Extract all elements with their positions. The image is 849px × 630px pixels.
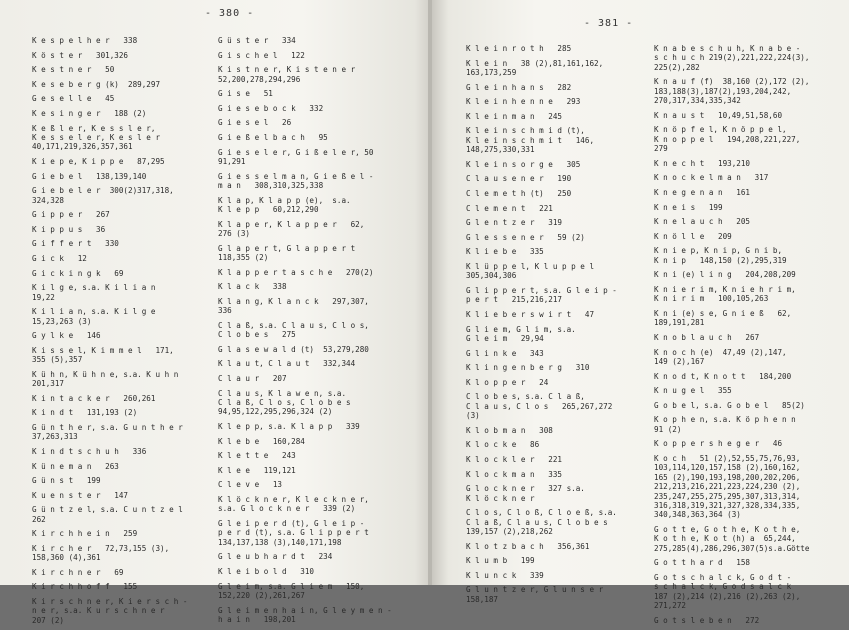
index-entry: G i e b e l e r 300(2)317,318, 324,328 bbox=[32, 186, 174, 205]
index-entry: K e s p e l h e r 338 bbox=[32, 36, 138, 45]
index-entry: K l ü p p e l, K l u p p e l 305,304,306 bbox=[466, 261, 595, 281]
index-entry: K ö s t e r 301,326 bbox=[32, 50, 129, 60]
index-entry: C l o b e s, s.a. C l a ß, C l a u s, C l o s 265,267,272 (3) bbox=[466, 392, 613, 421]
index-entry: G l i e m, G l i m, s.a. G l e i m 29,94 bbox=[466, 324, 576, 343]
index-entry: G i s c h e l 122 bbox=[218, 50, 305, 60]
index-entry: C l o s, C l o ß, C l o e ß, s.a. C l a ß, C l a u s, C l o b e s 139,157 (2),218,262 bbox=[466, 508, 617, 536]
index-entry: K e ß l e r, K e s s l e r, K e s s e l e r, K e s l e r 40,171,219,326,357,361 bbox=[32, 123, 161, 152]
index-entry: K o c h 51 (2),52,55,75,76,93, 103,114,120,157,158 (2),160,162, 165 (2),190,193,198,200,202,206, 212,213,216,221,223,224,230 (2), 235,247,255,275,295,307,313,314, 316,318,319,321,327,328,334,335, 340,348,363,364 (3) bbox=[654, 453, 801, 520]
index-entry: K l i e b e 335 bbox=[466, 247, 544, 257]
index-entry: K i l g e, s.a. K i l i a n 19,22 bbox=[32, 283, 156, 302]
index-entry: G ü n t z e l, s.a. C u n t z e l 262 bbox=[32, 505, 183, 524]
index-entry: C l e v e 13 bbox=[218, 480, 283, 490]
index-entry: C l a ß, s.a. C l a u s, C l o s, C l o b e s 275 bbox=[218, 320, 369, 340]
index-entry: K i n d t 131,193 (2) bbox=[32, 408, 138, 418]
index-entry: K n u g e l 355 bbox=[654, 386, 732, 396]
index-entry: K n a b e s c h u h, K n a b e - s c h u c h 219(2),221,222,224(3), 225(2),282 bbox=[654, 44, 810, 72]
index-entry: K i r c h h o f f 155 bbox=[32, 582, 138, 592]
index-entry: K l e i n s c h m i d (t), K l e i n s c h m i t 146, 148,275,330,331 bbox=[466, 126, 595, 155]
index-entry: K n ö p f e l, K n ö p p e l, K n o p p e l 194,208,221,227, 279 bbox=[654, 125, 801, 154]
index-column bbox=[466, 44, 651, 609]
index-entry: K n o d t, K n o t t 184,200 bbox=[654, 371, 792, 381]
index-entry: C l e m e n t 221 bbox=[466, 203, 553, 213]
index-entry: G l a s e w a l d (t) 53,279,280 bbox=[218, 344, 369, 354]
index-entry: K o p p e r s h e g e r 46 bbox=[654, 439, 783, 449]
index-entry: G i e ß e l b a c h 95 bbox=[218, 132, 328, 142]
index-entry: K i r c h n e r 69 bbox=[32, 567, 124, 577]
index-entry: G o t t e, G o t h e, K o t h e, K o t h e, K o t (h) a 65,244, 275,285(4),286,296,307(5)s.a.Götte bbox=[654, 524, 810, 553]
index-entry: K l o p p e r 24 bbox=[466, 377, 549, 387]
index-entry: K n e g e n a n 161 bbox=[654, 188, 751, 197]
index-entry: K e s e b e r g (k) 289,297 bbox=[32, 79, 161, 89]
index-entry: K l a p p e r t a s c h e 270(2) bbox=[218, 267, 374, 277]
index-entry: C l a u s, K l a w e n, s.a. C l a ß, C l o s, C l o b e s 94,95,122,295,296,324 (2) bbox=[218, 388, 351, 417]
index-entry: G ü n t h e r, s.a. G u n t h e r 37,263,313 bbox=[32, 422, 183, 442]
index-entry: K n o c k e l m a n 317 bbox=[654, 173, 769, 183]
index-entry: G i c k 12 bbox=[32, 253, 87, 263]
index-entry: K l e b e 160,284 bbox=[218, 436, 305, 446]
index-entry: G i e b e l 138,139,140 bbox=[32, 171, 147, 181]
index-entry: K n a u f (f) 38,160 (2),172 (2), 183,188(3),187(2),193,204,242, 270,317,334,335,342 bbox=[654, 77, 810, 106]
index-entry: G i p p e r 267 bbox=[32, 210, 110, 220]
index-entry: G l e s s e n e r 59 (2) bbox=[466, 232, 585, 242]
page-number: - 381 - bbox=[584, 18, 634, 29]
index-entry: K l e i n r o t h 285 bbox=[466, 44, 572, 53]
index-entry: K e s t n e r 50 bbox=[32, 65, 115, 75]
index-entry: K i n t a c k e r 260,261 bbox=[32, 393, 156, 403]
index-column bbox=[218, 36, 418, 630]
index-entry: G e s e l l e 45 bbox=[32, 94, 115, 104]
index-entry: K i r s c h n e r, K i e r s c h - n e r, s.a. K u r s c h n e r 207 (2) bbox=[32, 597, 188, 625]
index-entry: G l a p e r t, G l a p p e r t 118,355 (2) bbox=[218, 243, 356, 262]
index-entry: G l e i m, s.a. G l i e m 150, 152,220 (2),261,267 bbox=[218, 581, 365, 600]
index-entry: G l e i n h a n s 282 bbox=[466, 82, 572, 92]
index-entry: K l ö c k n e r, K l e c k n e r, s.a. G l o c k n e r 339 (2) bbox=[218, 494, 369, 514]
index-entry: C l a u s e n e r 190 bbox=[466, 174, 572, 184]
index-entry: K l o c k l e r 221 bbox=[466, 454, 563, 464]
index-entry: K l e i n m a n 245 bbox=[466, 111, 563, 121]
index-entry: K i e p e, K i p p e 87,295 bbox=[32, 156, 165, 166]
index-entry: K n o b l a u c h 267 bbox=[654, 332, 760, 342]
index-entry: G i e s e b o c k 332 bbox=[218, 103, 324, 113]
index-entry: K u e n s t e r 147 bbox=[32, 490, 129, 500]
index-entry: K n e c h t 193,210 bbox=[654, 158, 751, 168]
index-entry: G l e i m e n h a i n, G l e y m e n - h a i n 198,201 bbox=[218, 605, 392, 624]
index-entry: K n o c h (e) 47,49 (2),147, 149 (2),167 bbox=[654, 347, 787, 366]
index-entry: K n ö l l e 209 bbox=[654, 231, 732, 241]
index-entry: K l a p, K l a p p (e), s.a. K l e p p 60,212,290 bbox=[218, 195, 351, 214]
index-entry: K n i (e) l i n g 204,208,209 bbox=[654, 270, 796, 280]
index-entry: G ü n s t 199 bbox=[32, 476, 101, 486]
index-entry: K i s t n e r, K i s t e n e r 52,200,278,294,296 bbox=[218, 65, 356, 84]
index-entry: K n i e r i m, K n i e h r i m, K n i r i m 100,105,263 bbox=[654, 284, 796, 304]
index-entry: K ü h n, K ü h n e, s.a. K u h n 201,317 bbox=[32, 369, 179, 389]
index-entry: G ü s t e r 334 bbox=[218, 36, 296, 45]
index-entry: K l i n g e n b e r g 310 bbox=[466, 363, 590, 373]
index-entry: G i e s e l 26 bbox=[218, 118, 292, 128]
index-entry: G o t s l e b e n 272 bbox=[654, 615, 760, 625]
index-entry: G i f f e r t 330 bbox=[32, 239, 119, 249]
index-entry: G o t t h a r d 158 bbox=[654, 558, 751, 568]
index-entry: G l i p p e r t, s.a. G l e i p - p e r t 215,216,217 bbox=[466, 285, 617, 305]
index-entry: K l a n g, K l a n c k 297,307, 336 bbox=[218, 296, 369, 316]
index-entry: K n a u s t 10,49,51,58,60 bbox=[654, 110, 783, 120]
index-entry: K n e l a u c h 205 bbox=[654, 217, 751, 227]
index-entry: K ü n e m a n 263 bbox=[32, 461, 119, 471]
index-entry: K l u m b 199 bbox=[466, 556, 535, 566]
index-entry: G i c k i n g k 69 bbox=[32, 268, 124, 278]
index-entry: G i e s s e l m a n, G i e ß e l - m a n 308,310,325,338 bbox=[218, 171, 374, 190]
index-entry: G l i n k e 343 bbox=[466, 348, 544, 358]
index-column bbox=[654, 44, 842, 630]
index-entry: K l u n c k 339 bbox=[466, 570, 544, 580]
right-page bbox=[432, 0, 849, 625]
index-entry: C l a u r 207 bbox=[218, 373, 287, 383]
index-entry: K l o t z b a c h 356,361 bbox=[466, 541, 590, 551]
index-entry: K l e p p, s.a. K l a p p 339 bbox=[218, 421, 360, 431]
index-entry: K i n d t s c h u h 336 bbox=[32, 446, 147, 456]
page-number: - 380 - bbox=[205, 8, 255, 19]
index-entry: K l e i n s o r g e 305 bbox=[466, 159, 581, 169]
index-entry: K l o c k m a n 335 bbox=[466, 469, 563, 479]
index-entry: K l o b m a n 308 bbox=[466, 425, 553, 435]
index-entry: K i s s e l, K i m m e l 171, 355 (5),357 bbox=[32, 345, 174, 365]
index-entry: K n i e p, K n i p, G n i b, K n i p 148,150 (2),295,319 bbox=[654, 246, 787, 265]
index-entry: K l e i n h e n n e 293 bbox=[466, 97, 581, 107]
index-entry: G l o c k n e r 327 s.a. K l ö c k n e r bbox=[466, 484, 585, 503]
index-entry: G l e u b h a r d t 234 bbox=[218, 552, 333, 562]
index-entry: K l e i n 38 (2),81,161,162, 163,173,259 bbox=[466, 58, 604, 77]
index-entry: G y l k e 146 bbox=[32, 331, 101, 341]
index-entry: K i p p u s 36 bbox=[32, 224, 106, 234]
index-entry: G i s e 51 bbox=[218, 89, 273, 99]
index-entry: G l e n t z e r 319 bbox=[466, 218, 563, 228]
index-entry: K l o c k e 86 bbox=[466, 440, 540, 450]
index-entry: K e s i n g e r 188 (2) bbox=[32, 108, 147, 118]
index-entry: G o t s c h a l c k, G o d t - s c h a l c k, G o d s a l c k 187 (2),214 (2),216 (2),263 (2), 271,272 bbox=[654, 572, 801, 611]
index-entry: G l u n t z e r, G l u n s e r 158,187 bbox=[466, 585, 604, 604]
index-entry: K l i e b e r s w i r t 47 bbox=[466, 309, 595, 319]
index-entry: K l e e 119,121 bbox=[218, 465, 296, 475]
index-entry: K i r c h h e i n 259 bbox=[32, 529, 138, 539]
index-entry: K o p h e n, s.a. K ö p h e n n 91 (2) bbox=[654, 415, 796, 434]
index-entry: G i e s e l e r, G i ß e l e r, 50 91,291 bbox=[218, 147, 374, 166]
index-entry: K l a p e r, K l a p p e r 62, 276 (3) bbox=[218, 219, 365, 238]
index-entry: K n e i s 199 bbox=[654, 202, 723, 212]
index-entry: K l a c k 338 bbox=[218, 282, 287, 292]
index-column bbox=[32, 36, 212, 630]
index-entry: G l e i p e r d (t), G l e i p - p e r d (t), s.a. G l i p p e r t 134,137,138 (3),140,171,198 bbox=[218, 518, 369, 547]
index-entry: K l a u t, C l a u t 332,344 bbox=[218, 359, 356, 369]
index-entry: K i r c h e r 72,73,155 (3), 158,360 (4),361 bbox=[32, 543, 170, 563]
index-entry: C l e m e t h (t) 250 bbox=[466, 188, 572, 198]
index-entry: K i l i a n, s.a. K i l g e 15,23,263 (3) bbox=[32, 307, 156, 326]
index-entry: K l e i b o l d 310 bbox=[218, 566, 315, 576]
index-entry: K n i (e) s e, G n i e ß 62, 189,191,281 bbox=[654, 308, 792, 328]
index-entry: G o b e l, s.a. G o b e l 85(2) bbox=[654, 400, 805, 410]
index-entry: K l e t t e 243 bbox=[218, 451, 296, 461]
